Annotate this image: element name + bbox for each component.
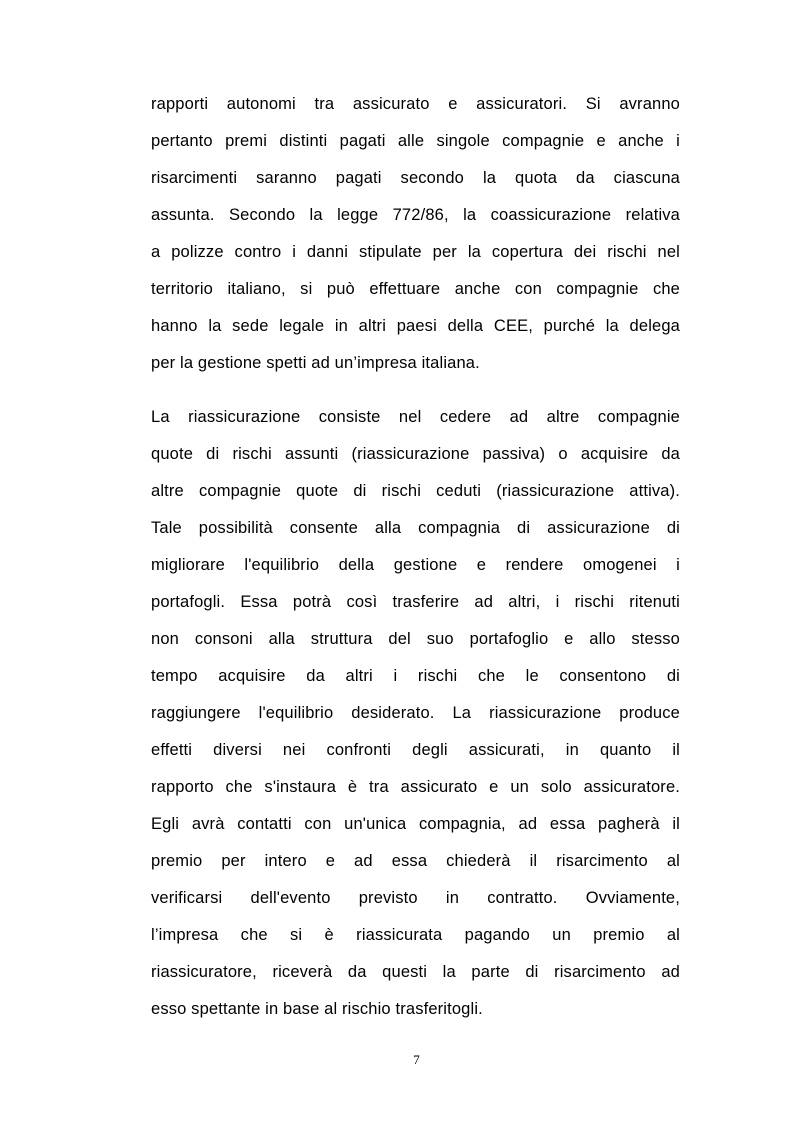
paragraph-line: esso spettante in base al rischio trasferitogli. <box>151 1000 483 1018</box>
paragraph-line: portafogli. Essa potrà così trasferire ad altri, i rischi ritenuti <box>151 593 680 611</box>
paragraph-line: l’impresa che si è riassicurata pagando un premio al <box>151 926 680 944</box>
paragraph-line: territorio italiano, si può effettuare anche con compagnie che <box>151 280 680 298</box>
paragraph-line: rapporto che s'instaura è tra assicurato e un solo assicuratore. <box>151 778 680 796</box>
paragraph-line: tempo acquisire da altri i rischi che le consentono di <box>151 667 680 685</box>
paragraph-line: per la gestione spetti ad un’impresa italiana. <box>151 354 480 372</box>
paragraph-line: altre compagnie quote di rischi ceduti (riassicurazione attiva). <box>151 482 680 500</box>
paragraph-line: Egli avrà contatti con un'unica compagnia, ad essa pagherà il <box>151 815 680 833</box>
paragraph-line: non consoni alla struttura del suo portafoglio e allo stesso <box>151 630 680 648</box>
paragraph-line: migliorare l'equilibrio della gestione e rendere omogenei i <box>151 556 680 574</box>
page-number: 7 <box>413 1052 420 1067</box>
paragraph-line: hanno la sede legale in altri paesi della CEE, purché la delega <box>151 317 680 335</box>
paragraph-line: La riassicurazione consiste nel cedere ad altre compagnie <box>151 408 680 426</box>
paragraph-line: quote di rischi assunti (riassicurazione passiva) o acquisire da <box>151 445 680 463</box>
paragraph-line: effetti diversi nei confronti degli assicurati, in quanto il <box>151 741 680 759</box>
paragraph-line: a polizze contro i danni stipulate per la copertura dei rischi nel <box>151 243 680 261</box>
paragraph-coassicurazione <box>151 90 680 386</box>
paragraph-line: verificarsi dell'evento previsto in contratto. Ovviamente, <box>151 889 680 907</box>
paragraph-riassicurazione <box>151 403 680 1032</box>
paragraph-line: risarcimenti saranno pagati secondo la quota da ciascuna <box>151 169 680 187</box>
paragraph-line: riassicuratore, riceverà da questi la parte di risarcimento ad <box>151 963 680 981</box>
paragraph-line: rapporti autonomi tra assicurato e assicuratori. Si avranno <box>151 95 680 113</box>
paragraph-line: premio per intero e ad essa chiederà il risarcimento al <box>151 852 680 870</box>
paragraph-line: assunta. Secondo la legge 772/86, la coassicurazione relativa <box>151 206 680 224</box>
paragraph-line: Tale possibilità consente alla compagnia di assicurazione di <box>151 519 680 537</box>
paragraph-line: raggiungere l'equilibrio desiderato. La riassicurazione produce <box>151 704 680 722</box>
paragraph-line: pertanto premi distinti pagati alle singole compagnie e anche i <box>151 132 680 150</box>
